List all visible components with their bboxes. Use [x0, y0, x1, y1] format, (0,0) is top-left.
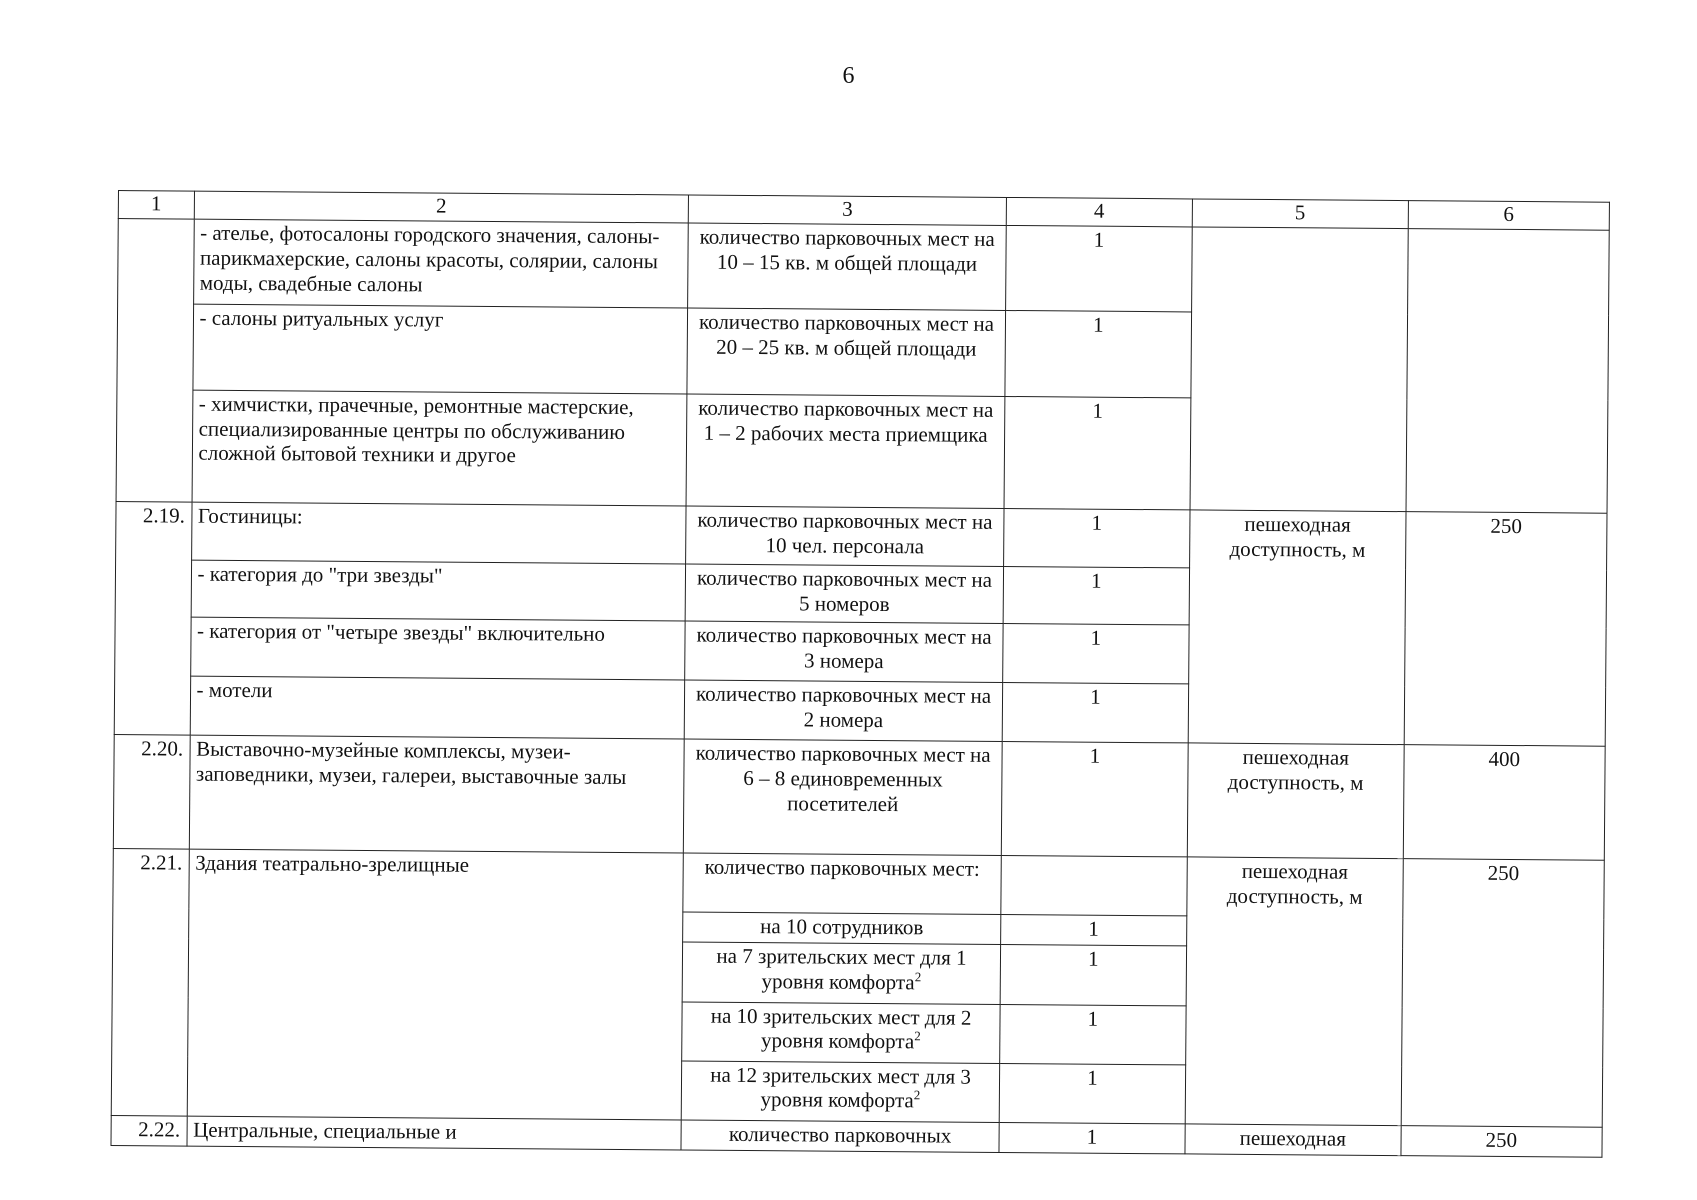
row-name: Выставочно-музейные комплексы, музеи-заповедники, музеи, галереи, выставочные залы — [189, 735, 685, 853]
row-unit-text: на 7 зрительских мест для 1 уровня комфорта — [716, 944, 967, 995]
row-unit: на 10 сотрудников — [683, 912, 1001, 945]
row-value: 1 — [1005, 226, 1192, 313]
row-value: 1 — [1005, 311, 1192, 398]
row-value: 1 — [1003, 566, 1190, 625]
row-name: - категория до "три звезды" — [191, 560, 686, 621]
row-unit — [682, 1001, 1000, 1063]
header-col-3: 3 — [689, 195, 1007, 226]
row-unit: количество парковочных мест на 20 – 25 кв. м общей площади — [687, 308, 1005, 396]
row-distance: 250 — [1400, 1125, 1602, 1157]
header-col-5: 5 — [1192, 199, 1408, 229]
row-value: 1 — [1002, 683, 1189, 744]
row-name: Гостиницы: — [191, 502, 686, 563]
row-unit: количество парковочных мест на 10 чел. персонала — [686, 506, 1004, 566]
page-number: 6 — [842, 63, 855, 89]
row-access: пешеходная — [1185, 1124, 1401, 1156]
row-access: пешеходная доступность, м — [1185, 857, 1403, 1125]
row-distance: 400 — [1403, 745, 1605, 860]
header-col-2: 2 — [194, 191, 689, 223]
row-unit-text: на 12 зрительских мест для 3 уровня комфорта — [710, 1062, 972, 1113]
header-col-4: 4 — [1006, 197, 1192, 227]
row-value: 1 — [999, 1004, 1186, 1065]
footnote-mark: 2 — [913, 1087, 921, 1103]
header-col-1: 1 — [118, 191, 194, 220]
table-row-2-20 — [113, 735, 1605, 860]
row-unit: количество парковочных мест на 6 – 8 единовременных посетителей — [684, 739, 1002, 855]
row-unit — [682, 942, 1000, 1004]
row-unit: количество парковочных мест на 5 номеров — [685, 564, 1003, 624]
row-number-cell — [116, 219, 194, 503]
row-number: 2.21. — [111, 849, 189, 1116]
row-unit: количество парковочных — [681, 1120, 999, 1153]
row-value: 1 — [1002, 624, 1189, 685]
footnote-mark: 2 — [914, 969, 922, 985]
row-number: 2.22. — [111, 1115, 187, 1146]
row-name: - мотели — [190, 676, 685, 739]
row-access: пешеходная доступность, м — [1187, 743, 1404, 858]
row-value: 1 — [999, 1063, 1186, 1124]
row-name: Центральные, специальные и — [187, 1116, 682, 1150]
row-access: пешеходная доступность, м — [1188, 510, 1405, 745]
row-value: 1 — [1000, 945, 1187, 1006]
row-unit: количество парковочных мест на 1 – 2 рабочих места приемщика — [686, 394, 1004, 509]
row-name: - ателье, фотосалоны городского значения, салоны-парикмахерские, салоны красоты, солярии, салоны моды, свадебные салоны — [193, 219, 688, 308]
row-unit: количество парковочных мест: — [683, 853, 1001, 915]
row-unit — [682, 1061, 1000, 1123]
row-unit: количество парковочных мест на 10 – 15 кв. м общей площади — [688, 223, 1006, 311]
row-value: 1 — [999, 1122, 1185, 1154]
row-unit: количество парковочных мест на 2 номера — [685, 680, 1003, 742]
row-number: 2.20. — [113, 735, 189, 849]
parking-norms-table — [110, 190, 1609, 1158]
footnote-mark: 2 — [914, 1028, 921, 1044]
row-distance: 250 — [1404, 512, 1607, 747]
row-name: - категория от "четыре звезды" включительно — [190, 617, 685, 680]
row-number: 2.19. — [114, 502, 191, 736]
row-value: 1 — [1001, 742, 1188, 857]
row-distance-cell — [1406, 229, 1610, 514]
row-value: 1 — [1003, 509, 1190, 568]
row-name: Здания театрально-зрелищные — [187, 849, 684, 1119]
row-access-cell — [1190, 227, 1408, 512]
row-name: - салоны ритуальных услуг — [192, 305, 687, 394]
row-distance: 250 — [1401, 859, 1605, 1127]
table-row-2-21 — [113, 849, 1604, 920]
header-col-6: 6 — [1408, 201, 1610, 231]
row-unit-text: на 10 зрительских мест для 2 уровня комфорта — [710, 1003, 972, 1054]
row-value — [1001, 856, 1188, 917]
row-unit: количество парковочных мест на 3 номера — [685, 621, 1003, 683]
row-value: 1 — [1004, 396, 1191, 510]
row-value: 1 — [1000, 915, 1186, 947]
row-name: - химчистки, прачечные, ремонтные мастерские, специализированные центры по обслуживанию сложной бытовой техники и другое — [192, 390, 688, 507]
table-row — [118, 219, 1610, 316]
